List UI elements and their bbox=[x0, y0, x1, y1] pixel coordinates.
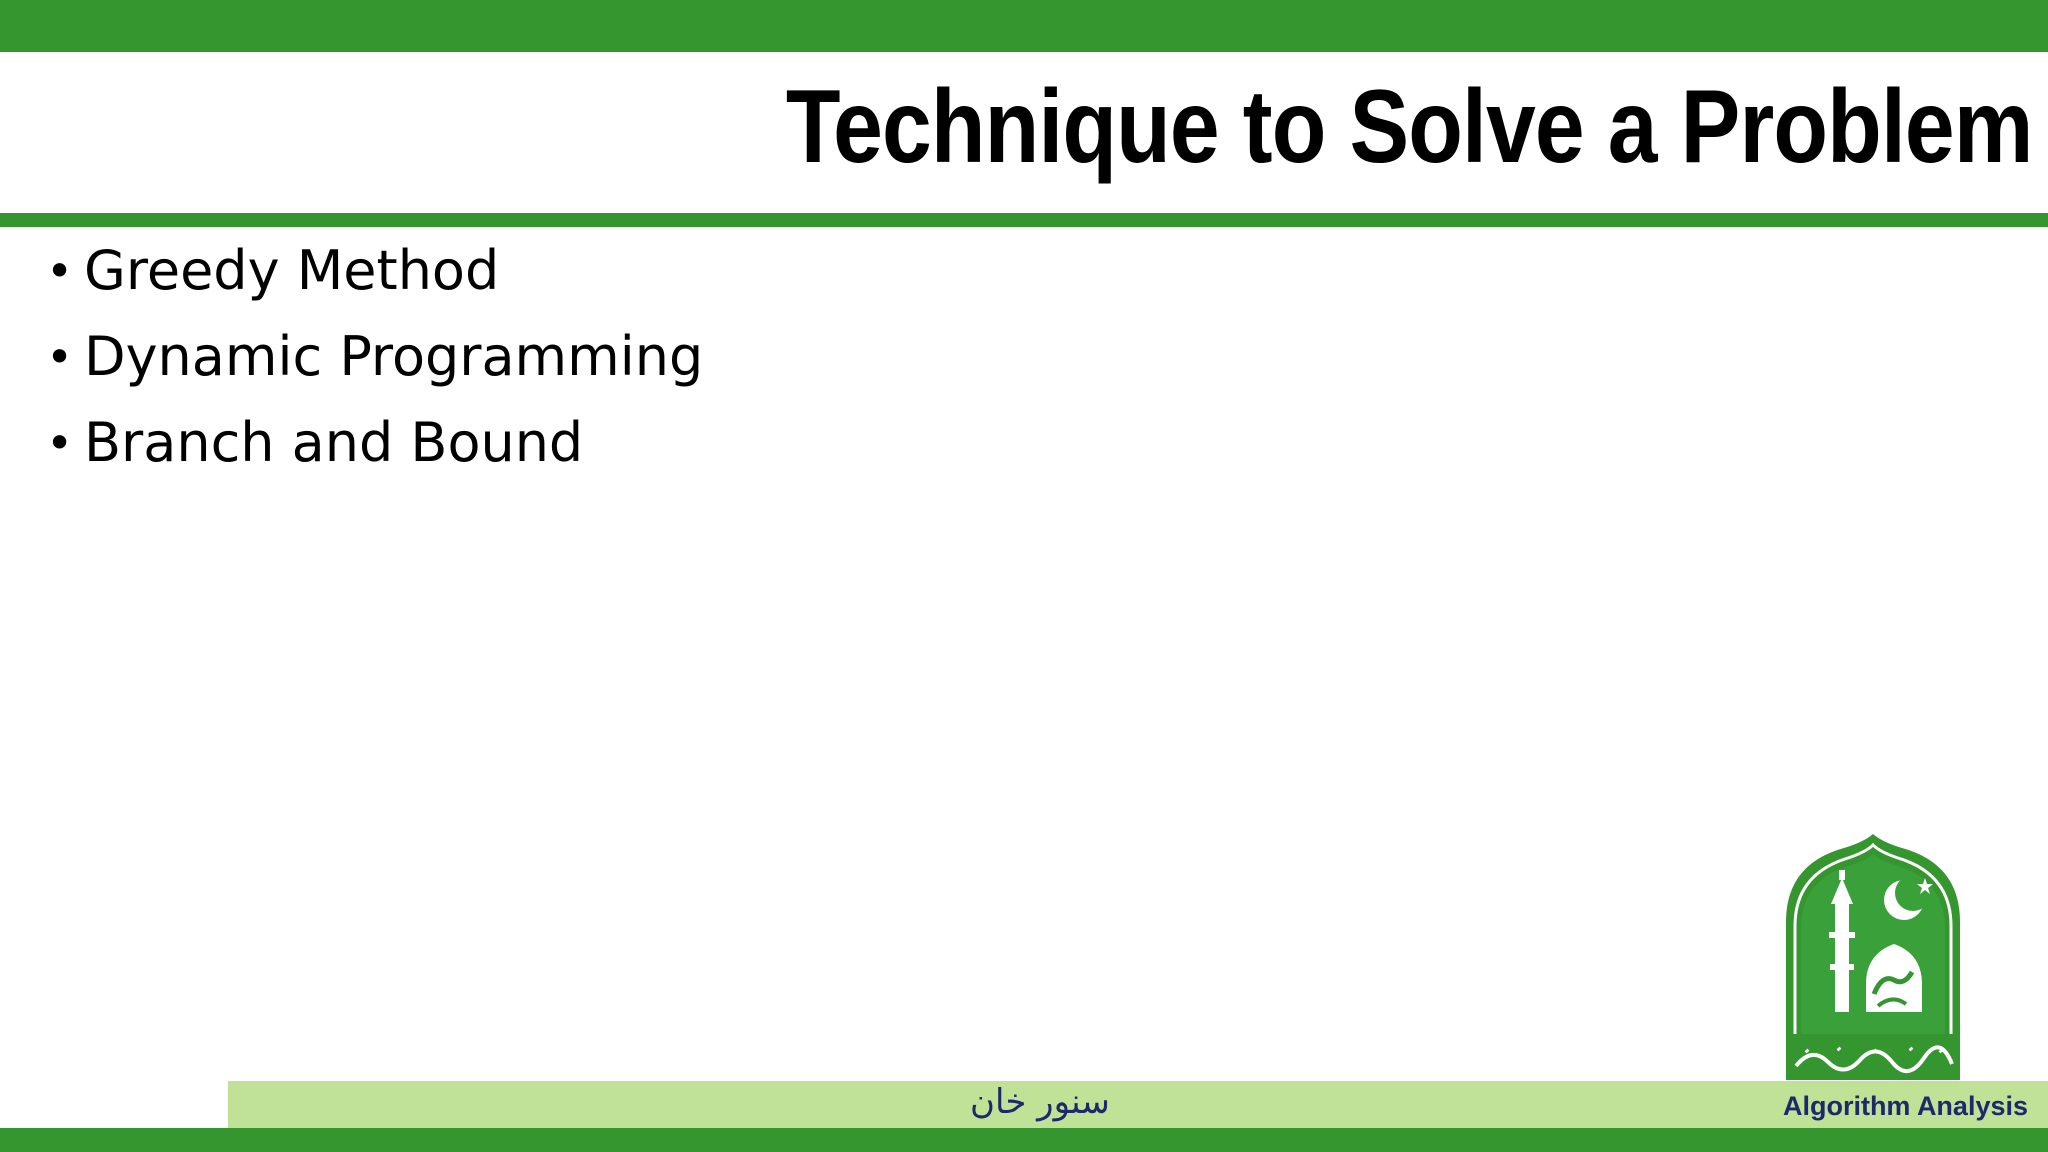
footer-author: سنور خان bbox=[970, 1082, 1110, 1122]
bullet-text: Dynamic Programming bbox=[84, 325, 704, 388]
bullet-item bbox=[40, 314, 703, 400]
bullet-text: Greedy Method bbox=[84, 239, 500, 302]
university-logo-icon bbox=[1782, 834, 1964, 1080]
bullet-item bbox=[40, 228, 703, 314]
bullet-item bbox=[40, 400, 703, 486]
bullet-dot-icon: • bbox=[46, 244, 74, 298]
title-divider bbox=[0, 213, 2048, 227]
bullet-dot-icon: • bbox=[46, 416, 74, 470]
bullet-dot-icon: • bbox=[46, 330, 74, 384]
bullet-list bbox=[40, 228, 703, 486]
slide-title: Technique to Solve a Problem bbox=[785, 69, 2032, 185]
footer-band bbox=[228, 1081, 2048, 1128]
bullet-text: Branch and Bound bbox=[84, 411, 584, 474]
top-green-bar bbox=[0, 0, 2048, 52]
bottom-green-bar bbox=[0, 1128, 2048, 1152]
footer-course-title: Algorithm Analysis bbox=[1782, 1091, 2028, 1121]
